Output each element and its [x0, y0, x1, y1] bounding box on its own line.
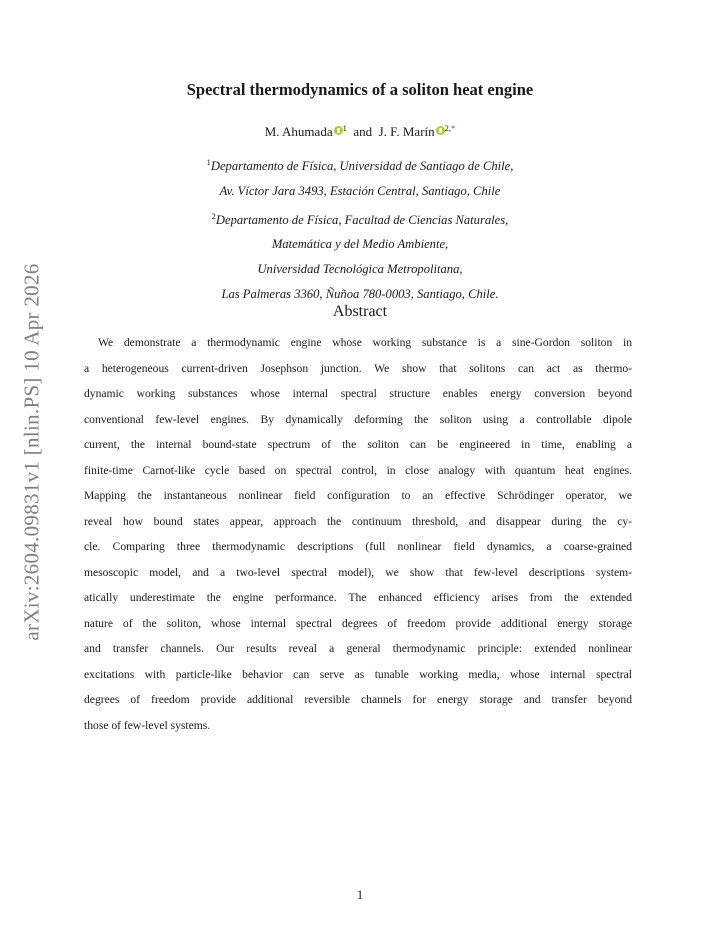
abstract-line: current, the internal bound-state spectrum of the soliton can be engineered in time, enabling a: [84, 438, 632, 451]
corresponding-author-marker[interactable]: *: [451, 123, 456, 133]
arxiv-identifier: arXiv:2604.09831v1 [nlin.PS] 10 Apr 2026: [19, 263, 44, 641]
affiliation-line: Universidad Tecnológica Metropolitana,: [257, 262, 463, 277]
affiliation-marker: [445, 123, 456, 133]
paper-title: Spectral thermodynamics of a soliton heat engine: [186, 80, 534, 99]
affiliation-marker: 1: [206, 157, 211, 167]
affiliation-text: Departamento de Física, Universidad de Santiago de Chile,: [210, 159, 514, 173]
page-number: 1: [356, 887, 364, 902]
abstract-line: degrees of freedom provide additional reversible channels for energy storage and transfer beyond: [84, 693, 632, 706]
affiliation-line: Matemática y del Medio Ambiente,: [271, 237, 449, 252]
affiliation-line: [0, 204, 720, 233]
abstract-line: reveal how bound states appear, approach the continuum threshold, and disappear during the cy-: [84, 514, 632, 528]
abstract-line: atically underestimate the engine performance. The enhanced efficiency arises from the extended: [84, 591, 632, 604]
abstract-line: mesoscopic model, and a two-level spectral model), we show that few-level descriptions system-: [84, 565, 632, 579]
affiliation-text: Departamento de Física, Facultad de Ciencias Naturales,: [215, 212, 509, 227]
abstract-line: excitations with particle-like behavior can serve as tunable working media, whose internal spectral: [84, 667, 632, 681]
author-name: M. Ahumada: [264, 124, 333, 139]
orcid-icon[interactable]: [334, 126, 343, 135]
abstract-line: cle. Comparing three thermodynamic descriptions (full nonlinear field dynamics, a coarse-grained: [84, 540, 632, 553]
affiliation-marker: 2: [211, 210, 216, 221]
abstract-line: dynamic working substances whose internal spectral structure enables energy conversion beyond: [84, 387, 632, 400]
affiliation-line: Av. Víctor Jara 3493, Estación Central, Santiago, Chile: [219, 183, 501, 198]
orcid-icon[interactable]: [436, 126, 445, 135]
affiliation-line: [0, 150, 720, 179]
abstract-line: conventional few-level engines. By dynamically deforming the soliton using a controllable dipole: [84, 412, 632, 426]
abstract-line: a heterogeneous current-driven Josephson junction. We show that solitons can act as thermo-: [84, 361, 632, 375]
affiliation-marker: 1: [342, 123, 347, 133]
affiliation-number: 2,: [444, 123, 452, 133]
abstract-body: [84, 330, 632, 738]
affiliations: [0, 150, 720, 307]
abstract-line: finite-time Carnot-like cycle based on spectral control, in close analogy with quantum heat engines.: [84, 463, 632, 477]
abstract-line: We demonstrate a thermodynamic engine whose working substance is a sine-Gordon soliton in: [98, 336, 632, 349]
author-separator: and: [353, 124, 373, 139]
author-name: J. F. Marín: [378, 124, 435, 139]
abstract-line: and transfer channels. Our results reveal a general thermodynamic principle: extended nonlinear: [84, 642, 632, 655]
affiliation-line: Las Palmeras 3360, Ñuñoa 780-0003, Santiago, Chile.: [221, 286, 499, 301]
abstract-line: those of few-level systems.: [84, 718, 211, 732]
author-list: [0, 123, 720, 140]
abstract-heading: Abstract: [332, 303, 388, 320]
abstract-line: Mapping the instantaneous nonlinear field configuration to an effective Schrödinger operator, we: [84, 489, 632, 502]
abstract-line: nature of the soliton, whose internal spectral degrees of freedom provide additional energy storage: [84, 616, 632, 630]
